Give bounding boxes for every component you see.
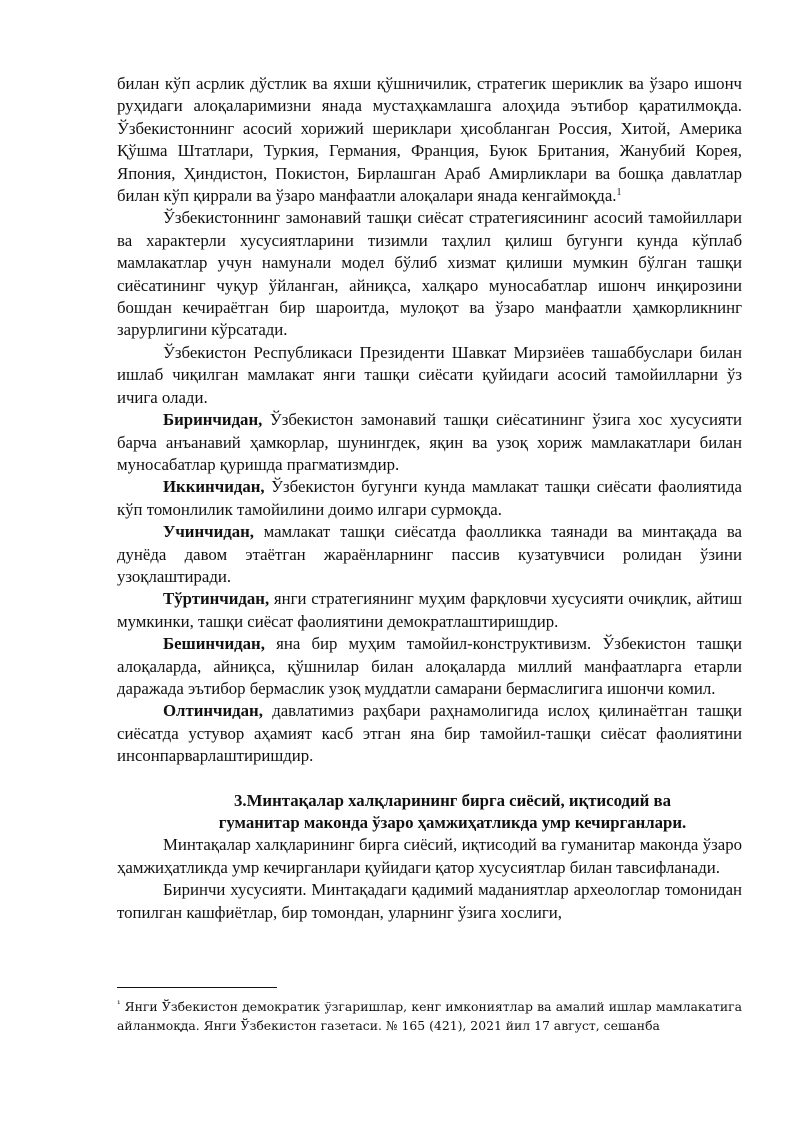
paragraph-lead: Иккинчидан, [163,477,265,497]
footnote-text: Янги Ўзбекистон демократик ўзгаришлар, кенг имкониятлар ва амалий ишлар мамлакатига айланмоқда. Янги Ўзбекистон газетаси. № 165 (421), 2021 йил 17 август, сешанба [117,999,742,1033]
paragraph-lead: Бешинчидан, [163,634,265,654]
paragraph: Учинчидан, мамлакат ташқи сиёсатда фаолликка таянади ва минтақада ва дунёда давом этаётган жараёнларнинг пассив кузатувчиси ролидан ўзини узоқлаштиради. [117,522,742,586]
paragraph: Олтинчидан, давлатимиз раҳбари раҳнамолигида ислоҳ қилинаётган ташқи сиёсатда устувор аҳамият касб этган яна бир тамойил-ташқи сиёсат фаолиятини инсонпарварлаштиришдир. [117,701,742,766]
body-text [117,73,742,924]
paragraph-lead: Биринчидан, [163,410,263,430]
paragraph-lead: Тўртинчидан, [163,589,270,609]
paragraph: Биринчи хусусияти. Минтақадаги қадимий маданиятлар археологлар томонидан топилган кашфиётлар, бир томондан, уларнинг ўзига хослиги, [117,880,742,922]
section-heading-line: 3.Минтақалар халқларининг бирга сиёсий, иқтисодий ва [234,790,671,810]
paragraph-lead: Учинчидан, [163,522,254,542]
paragraph: Ўзбекистон Республикаси Президенти Шавкат Мирзиёев ташаббуслари билан ишлаб чиқилган мамлакат янги ташқи сиёсати қуйидаги асосий тамойилларни ўз ичига олади. [117,342,742,407]
footnote-reference: 1 [616,187,622,199]
footnote-mark: ¹ [117,1000,121,1010]
paragraph: Иккинчидан, Ўзбекистон бугунги кунда мамлакат ташқи сиёсати фаолиятида кўп томонлилик тамойилини доимо илгари сурмоқда. [117,477,742,519]
section-heading-line: гуманитар маконда ўзаро ҳамжиҳатликда умр кечирганлари. [218,813,687,832]
paragraph: Тўртинчидан, янги стратегиянинг муҳим фарқловчи хусусияти очиқлик, айтиш мумкинки, ташқи сиёсат фаолиятини демократлаштиришдир. [117,589,742,631]
paragraph: Бешинчидан, яна бир муҳим тамойил-конструктивизм. Ўзбекистон ташқи алоқаларда, айниқса, қўшнилар билан алоқаларда миллий манфаатларга етарли даражада эътибор бермаслик узоқ муддатли самарани бермаслигига ишончи комил. [117,634,742,698]
footnote-separator [117,987,277,988]
paragraph: Минтақалар халқларининг бирга сиёсий, иқтисодий ва гуманитар маконда ўзаро ҳамжиҳатликда умр кечирганлари қуйидаги қатор хусусиятлар билан тавсифланади. [117,835,742,877]
paragraph: Биринчидан, Ўзбекистон замонавий ташқи сиёсатининг ўзига хос хусусияти барча анъанавий ҳамкорлар, шунингдек, яқин ва узоқ хориж мамлакатлари билан муносабатлар қуришда прагматизмдир. [117,410,742,474]
section-heading [117,790,742,835]
paragraph: билан кўп асрлик дўстлик ва яхши қўшничилик, стратегик шериклик ва ўзаро ишонч руҳидаги алоқаларимизни янада мустаҳкамлашга алоҳида эътибор қаратилмоқда. Ўзбекистоннинг асосий хорижий шериклари ҳисобланган Россия, Хитой, Америка Қўшма Штатлари, Туркия, Германия, Франция, Буюк Британия, Жанубий Корея, Япония, Ҳиндистон, Покистон, Бирлашган Араб Амирликлари ва бошқа давлатлар билан кўп қиррали ва ўзаро манфаатли алоқалари янада кенгаймоқда.$^1$ [117,74,742,206]
paragraph: Ўзбекистоннинг замонавий ташқи сиёсат стратегиясининг асосий тамойиллари ва характерли хусусиятларини тизимли таҳлил қилиш бугунги кунда кўплаб мамлакатлар учун намунали модел бўлиб хизмат қилиши мумкин бўлган ташқи сиёсатининг чуқур ўйланган, айниқса, халқаро муносабатлар ишонч инқирозини бошдан кечираётган бир шароитда, мулоқот ва ўзаро манфаатли ҳамкорликнинг зарурлигини кўрсатади. [117,208,742,340]
footnote [117,996,742,1035]
paragraph-lead: Олтинчидан, [163,701,263,721]
